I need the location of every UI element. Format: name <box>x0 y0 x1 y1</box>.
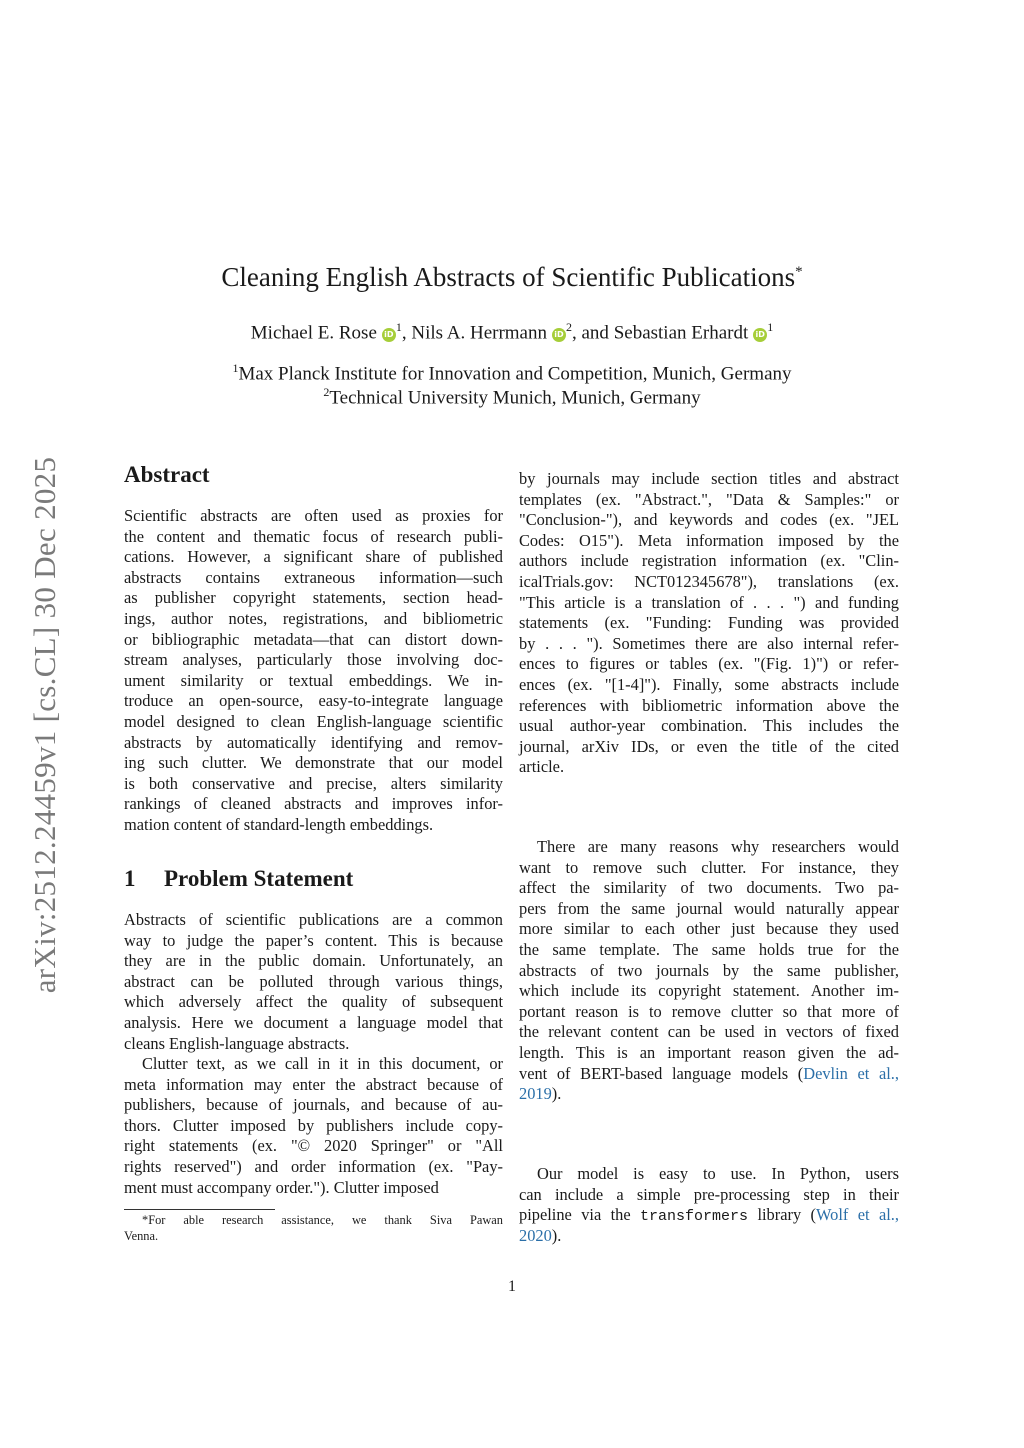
text-line: publishers, because of journals, and because of au- <box>124 1095 503 1115</box>
text-line: ings, author notes, registrations, and bibliometric <box>124 608 503 628</box>
body-paragraph <box>124 1054 503 1198</box>
text-line: way to judge the paper’s content. This is because <box>124 930 503 950</box>
affiliation <box>0 385 1024 409</box>
orcid-icon[interactable]: iD <box>382 328 396 342</box>
text-line: affect the similarity of two documents. Two pa- <box>519 878 899 898</box>
text-line: cations. However, a significant share of published <box>124 547 503 567</box>
text-line: authors include registration information (ex. "Clin- <box>519 551 899 571</box>
text-line: statements (ex. "Funding: Funding was provided <box>519 613 899 633</box>
body-paragraph <box>519 1164 899 1246</box>
citation-link[interactable]: 2020 <box>519 1225 552 1245</box>
text-segment: library ( <box>748 1205 816 1225</box>
text-line: which adversely affect the quality of subsequent <box>124 992 503 1012</box>
paper-title <box>0 262 1024 293</box>
text-line: rankings of cleaned abstracts and improves infor- <box>124 794 503 814</box>
section-heading <box>124 866 353 892</box>
footnote <box>124 1212 503 1244</box>
text-line: pers from the same journal would naturally appear <box>519 898 899 918</box>
text-line: ing such clutter. We demonstrate that our model <box>124 753 503 773</box>
text-line: Abstracts of scientific publications are a common <box>124 910 503 929</box>
text-line: can include a simple pre-processing step in their <box>519 1184 899 1204</box>
text-line: abstracts of two journals by the same publisher, <box>519 960 899 980</box>
text-line: rights reserved") and order information (ex. "Pay- <box>124 1156 503 1176</box>
text-line: or bibliographic metadata—that can distort down- <box>124 629 503 649</box>
text-line: ences (ex. "[1-4]"). Finally, some abstracts include <box>519 674 899 694</box>
text-line: mation content of standard-length embeddings. <box>124 814 434 834</box>
text-line: templates (ex. "Abstract.", "Data & Samples:" or <box>519 489 899 509</box>
text-segment: ). <box>551 1084 562 1104</box>
text-line: ences to figures or tables (ex. "(Fig. 1)") or refer- <box>519 654 899 674</box>
text-line: journal, arXiv IDs, or even the title of the cited <box>519 736 899 756</box>
text-line <box>519 1084 899 1105</box>
affiliation <box>0 361 1024 385</box>
text-line: stream analyses, particularly those involving doc- <box>124 650 503 670</box>
text-line: meta information may enter the abstract because of <box>124 1074 503 1094</box>
text-line: the relevant content can be used in vectors of fixed <box>519 1022 899 1042</box>
affiliation-number: 2 <box>323 385 330 399</box>
text-line: which include its copyright statement. Another im- <box>519 981 899 1001</box>
affiliation-text: Max Planck Institute for Innovation and Competition, Munich, Germany <box>238 363 792 385</box>
section-title: Problem Statement <box>164 866 354 891</box>
text-line: as publisher copyright statements, section head- <box>124 588 503 608</box>
text-line: more similar to each other just because they used <box>519 919 899 939</box>
text-line: model designed to clean English-language scientific <box>124 711 503 731</box>
text-line <box>519 1064 899 1085</box>
text-line: Codes: O15"). Meta information imposed by the <box>519 530 899 550</box>
footnote-divider <box>124 1209 275 1210</box>
footnote-line: *For able research assistance, we thank Siva Pawan <box>142 1213 503 1227</box>
abstract-paragraph <box>124 506 503 836</box>
title-footnote-mark: * <box>795 264 803 280</box>
text-line: want to remove such clutter. For instance, they <box>519 857 899 877</box>
code-text: transformers <box>640 1208 749 1226</box>
text-line: length. This is an important reason given the ad- <box>519 1042 899 1062</box>
affiliation-number: 1 <box>232 361 239 375</box>
text-line: icalTrials.gov: NCT012345678"), translations (ex. <box>519 571 899 591</box>
body-paragraph <box>519 837 899 1105</box>
body-paragraph <box>519 469 899 778</box>
text-line: by . . . "). Sometimes there are also internal refer- <box>519 633 899 653</box>
author-affiliation-mark: 2 <box>566 320 572 334</box>
footnote-line: Venna. <box>124 1229 159 1243</box>
text-line: abstracts contains extraneous information—such <box>124 567 503 587</box>
text-line <box>519 1226 899 1247</box>
text-line: troduce an open-source, easy-to-integrate language <box>124 691 503 711</box>
author-name: Michael E. Rose <box>250 322 377 344</box>
text-line: thors. Clutter imposed by publishers include copy- <box>124 1115 503 1135</box>
citation-link[interactable]: Devlin et al., <box>803 1063 899 1083</box>
text-line: analysis. Here we document a language model that <box>124 1012 503 1032</box>
text-line: they are in the public domain. Unfortunately, an <box>124 951 503 971</box>
text-line: Scientific abstracts are often used as proxies for <box>124 506 503 525</box>
text-line: "This article is a translation of . . . ") and funding <box>519 592 899 612</box>
text-line: article. <box>519 757 565 777</box>
text-line: usual author-year combination. This includes the <box>519 716 899 736</box>
text-line: abstract can be polluted through various things, <box>124 971 503 991</box>
body-paragraph <box>124 910 503 1054</box>
author-list <box>0 320 1024 344</box>
text-line: portant reason is to remove clutter so that more of <box>519 1001 899 1021</box>
abstract-heading: Abstract <box>124 462 210 487</box>
author-name: Sebastian Erhardt <box>613 322 749 344</box>
author-name: Nils A. Herrmann <box>411 322 547 344</box>
text-line: ment must accompany order."). Clutter imposed <box>124 1177 439 1197</box>
section-number: 1 <box>124 866 136 891</box>
orcid-icon[interactable]: iD <box>552 328 566 342</box>
citation-link[interactable]: Wolf et al., <box>816 1205 900 1225</box>
orcid-icon[interactable]: iD <box>753 328 767 342</box>
author-affiliation-mark: 1 <box>767 320 774 334</box>
text-line: ument similarity or textual embeddings. We in- <box>124 670 503 690</box>
text-line: cleans English-language abstracts. <box>124 1033 350 1053</box>
author-separator: , <box>401 322 412 344</box>
page-number: 1 <box>508 1278 516 1295</box>
text-line: by journals may include section titles and abstract <box>519 469 899 488</box>
text-line: the same template. The same holds true for the <box>519 939 899 959</box>
text-line: There are many reasons why researchers would <box>537 837 899 856</box>
text-segment: vent of BERT-based language models ( <box>519 1063 804 1083</box>
text-line: abstracts by automatically identifying and remov- <box>124 732 503 752</box>
text-line: "Conclusion-"), and keywords and codes (ex. "JEL <box>519 510 899 530</box>
title-text: Cleaning English Abstracts of Scientific Publications <box>221 262 796 292</box>
text-line: Our model is easy to use. In Python, users <box>537 1164 899 1183</box>
text-line: is both conservative and precise, alters similarity <box>124 773 503 793</box>
text-line: Clutter text, as we call in it in this document, or <box>142 1054 503 1073</box>
text-line: references with bibliometric information above the <box>519 695 899 715</box>
author-separator: , and <box>572 322 614 344</box>
text-segment: pipeline via the <box>519 1205 641 1225</box>
citation-link[interactable]: 2019 <box>519 1084 552 1104</box>
affiliation-text: Technical University Munich, Munich, Germany <box>329 387 701 409</box>
text-line: right statements (ex. "© 2020 Springer" or "All <box>124 1136 503 1156</box>
author-affiliation-mark: 1 <box>395 320 402 334</box>
text-line <box>519 1205 899 1226</box>
arxiv-sidebar-stamp: arXiv:2512.24459v1 [cs.CL] 30 Dec 2025 <box>27 456 62 994</box>
text-line: the content and thematic focus of research publi- <box>124 526 503 546</box>
text-segment: ). <box>551 1225 562 1245</box>
